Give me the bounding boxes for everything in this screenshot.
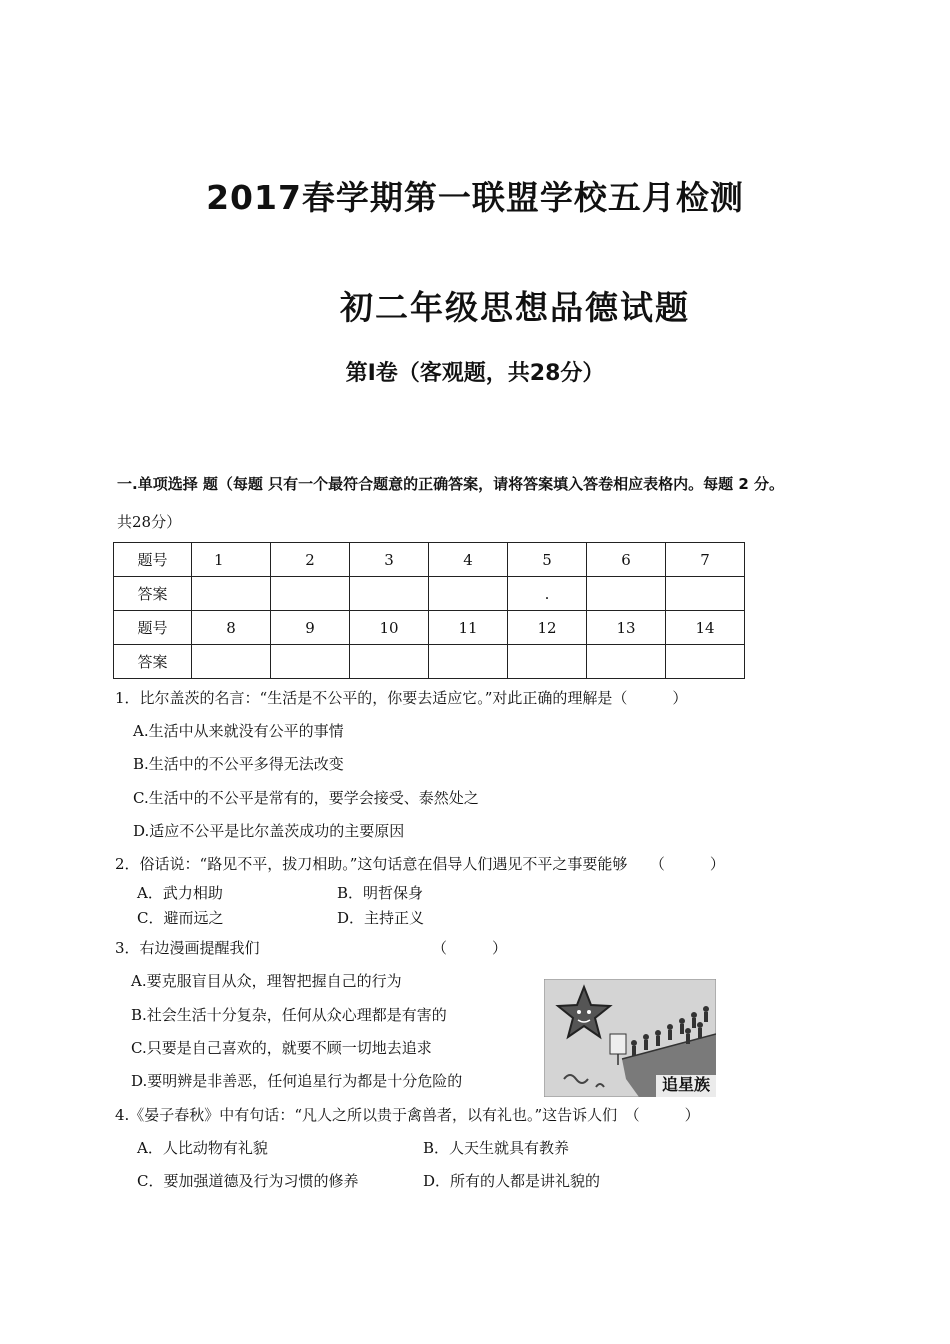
answer-cell[interactable] bbox=[587, 577, 666, 611]
question-4-stem: 4.《晏子春秋》中有句话：“凡人之所以贵于禽兽者，以有礼也。”这告诉人们 （ ） bbox=[115, 1106, 700, 1124]
answer-mark: . bbox=[544, 584, 550, 603]
section-title: 第Ⅰ卷（客观题，共28分） bbox=[345, 361, 605, 386]
answer-table bbox=[113, 542, 745, 679]
question-3-option-b: B.社会生活十分复杂，任何从众心理都是有害的 bbox=[131, 1006, 447, 1024]
exam-subtitle: 初二年级思想品德试题 bbox=[340, 288, 690, 327]
question-number: 9 bbox=[271, 611, 350, 645]
answer-cell[interactable] bbox=[666, 577, 745, 611]
answer-cell[interactable] bbox=[350, 577, 429, 611]
answer-cell[interactable] bbox=[271, 645, 350, 679]
answer-cell[interactable] bbox=[508, 577, 587, 611]
question-1-option-d: D.适应不公平是比尔盖茨成功的主要原因 bbox=[133, 822, 405, 840]
question-4-option-c: C．要加强道德及行为习惯的修养 bbox=[137, 1172, 359, 1190]
answer-cell[interactable] bbox=[429, 645, 508, 679]
section-instruction-cont: 共28分） bbox=[117, 513, 182, 531]
question-3-option-d: D.要明辨是非善恶，任何追星行为都是十分危险的 bbox=[131, 1072, 463, 1090]
table-row bbox=[114, 611, 745, 645]
answer-cell[interactable] bbox=[587, 645, 666, 679]
question-4-option-d: D．所有的人都是讲礼貌的 bbox=[423, 1172, 601, 1190]
question-number: 7 bbox=[666, 543, 745, 577]
question-number: 2 bbox=[271, 543, 350, 577]
question-number: 5 bbox=[508, 543, 587, 577]
question-2-stem: 2．俗话说：“路见不平，拔刀相助。”这句话意在倡导人们遇见不平之事要能够 （ ） bbox=[115, 855, 725, 873]
question-number: 3 bbox=[350, 543, 429, 577]
question-2-option-a: A．武力相助 bbox=[137, 884, 223, 902]
question-number: 6 bbox=[587, 543, 666, 577]
answer-cell[interactable] bbox=[192, 577, 271, 611]
answer-cell[interactable] bbox=[429, 577, 508, 611]
question-2-option-b: B．明哲保身 bbox=[337, 884, 424, 902]
question-number: 4 bbox=[429, 543, 508, 577]
row-label: 答案 bbox=[114, 577, 192, 611]
exam-title: 2017春学期第一联盟学校五月检测 bbox=[206, 178, 744, 217]
answer-cell[interactable] bbox=[508, 645, 587, 679]
question-number: 12 bbox=[508, 611, 587, 645]
question-2-option-c: C．避而远之 bbox=[137, 909, 224, 927]
question-4-option-a: A．人比动物有礼貌 bbox=[137, 1139, 268, 1157]
question-1-option-b: B.生活中的不公平多得无法改变 bbox=[133, 755, 344, 773]
cartoon-caption: 追星族 bbox=[661, 1075, 710, 1094]
question-1-option-c: C.生活中的不公平是常有的，要学会接受、泰然处之 bbox=[133, 789, 479, 807]
answer-cell[interactable] bbox=[271, 577, 350, 611]
row-label: 题号 bbox=[114, 611, 192, 645]
question-3-option-a: A.要克服盲目从众，理智把握自己的行为 bbox=[131, 972, 402, 990]
row-label: 题号 bbox=[114, 543, 192, 577]
table-row bbox=[114, 645, 745, 679]
question-number: 8 bbox=[192, 611, 271, 645]
question-1-option-a: A.生活中从来就没有公平的事情 bbox=[133, 722, 344, 740]
question-3-stem: 3．右边漫画提醒我们 （ ） bbox=[115, 939, 508, 957]
question-number: 11 bbox=[429, 611, 508, 645]
question-2-option-d: D．主持正义 bbox=[337, 909, 425, 927]
answer-cell[interactable] bbox=[350, 645, 429, 679]
answer-cell[interactable] bbox=[192, 645, 271, 679]
question-1-stem: 1．比尔盖茨的名言：“生活是不公平的，你要去适应它。”对此正确的理解是（ ） bbox=[115, 689, 688, 707]
question-3-option-c: C.只要是自己喜欢的，就要不顾一切地去追求 bbox=[131, 1039, 432, 1057]
cartoon-image bbox=[544, 979, 716, 1097]
question-number: 1 bbox=[192, 543, 271, 577]
question-4-option-b: B．人天生就具有教养 bbox=[423, 1139, 570, 1157]
answer-cell[interactable] bbox=[666, 645, 745, 679]
table-row bbox=[114, 543, 745, 577]
question-number: 14 bbox=[666, 611, 745, 645]
section-instruction: 一.单项选择 题（每题 只有一个最符合题意的正确答案，请将答案填入答卷相应表格内。每题 2 分。 bbox=[117, 475, 785, 493]
question-number: 10 bbox=[350, 611, 429, 645]
question-number: 13 bbox=[587, 611, 666, 645]
row-label: 答案 bbox=[114, 645, 192, 679]
table-row bbox=[114, 577, 745, 611]
